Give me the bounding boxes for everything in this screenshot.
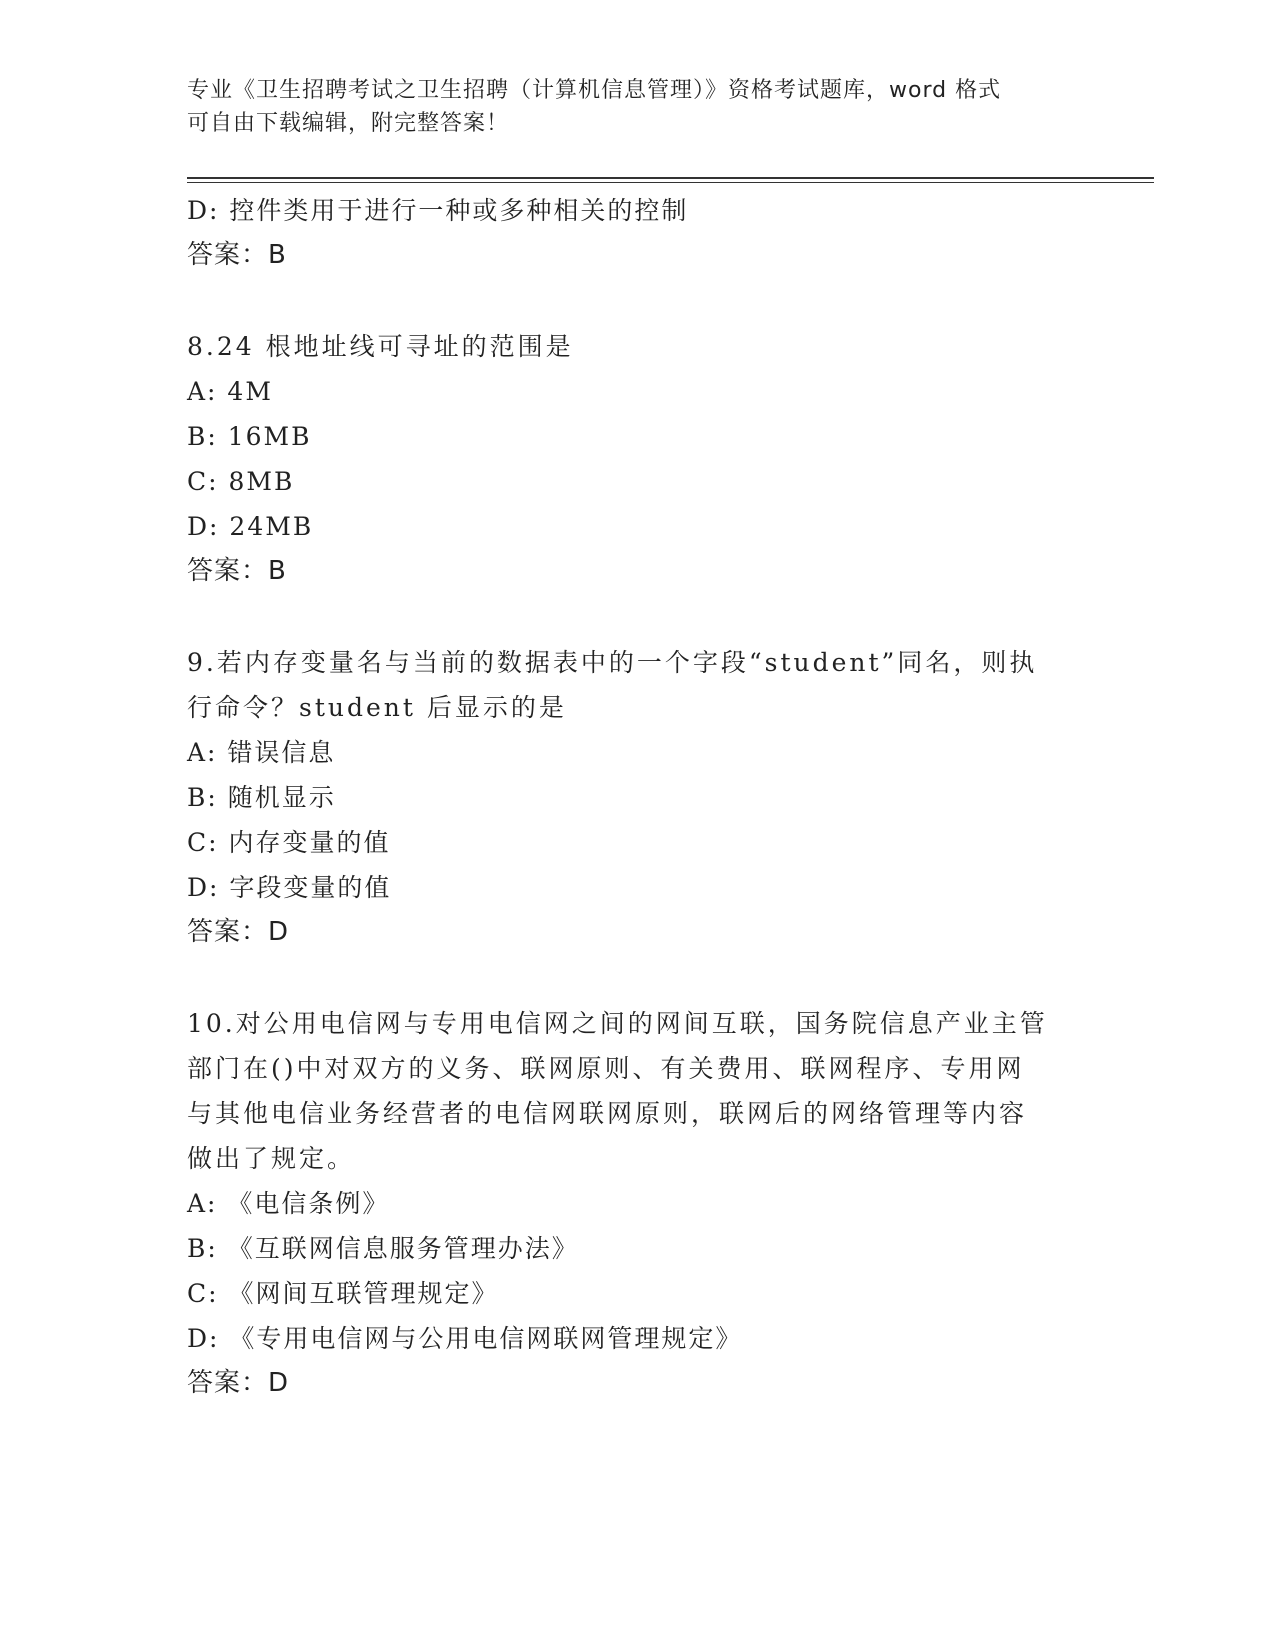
question-text [187, 1001, 1087, 1181]
question-10 [187, 1001, 1087, 1406]
option-b: B: 《互联网信息服务管理办法》 [187, 1234, 579, 1263]
header-line-1: 专业《卫生招聘考试之卫生招聘（计算机信息管理）》资格考试题库，word 格式 [187, 78, 1002, 103]
question-line: 与其他电信业务经营者的电信网联网原则，联网后的网络管理等内容 [187, 1099, 1028, 1128]
question-line: 10.对公用电信网与专用电信网之间的网间互联，国务院信息产业主管 [187, 1009, 1048, 1038]
option-a: A: 4M [187, 377, 273, 406]
question-line: 9.若内存变量名与当前的数据表中的一个字段“student”同名，则执 [187, 648, 1038, 677]
question-line: 行命令？student 后显示的是 [187, 693, 567, 722]
question-line: 8.24 根地址线可寻址的范围是 [187, 332, 574, 361]
question-9 [187, 640, 1087, 955]
answer-line: 答案：D [187, 1368, 290, 1398]
option-c: C: 8MB [187, 467, 295, 496]
spacer [187, 955, 1087, 1001]
document-body [187, 188, 1087, 1406]
header-divider-bottom [187, 182, 1154, 183]
question-line: 部门在()中对双方的义务、联网原则、有关费用、联网程序、专用网 [187, 1054, 1025, 1083]
question-8 [187, 324, 1087, 594]
option-b: B: 随机显示 [187, 783, 336, 812]
option-d: D: 24MB [187, 512, 314, 541]
document-header [187, 74, 1087, 140]
question-text [187, 640, 1087, 730]
option-d: D: 控件类用于进行一种或多种相关的控制 [187, 196, 689, 225]
option-d: D: 字段变量的值 [187, 873, 392, 902]
question-line: 做出了规定。 [187, 1144, 356, 1173]
option-b: B: 16MB [187, 422, 312, 451]
answer-line: 答案：B [187, 556, 287, 586]
option-c: C: 内存变量的值 [187, 828, 391, 857]
answer-line: 答案：B [187, 240, 287, 270]
header-line-2: 可自由下载编辑，附完整答案！ [187, 111, 510, 136]
option-a: A: 《电信条例》 [187, 1189, 390, 1218]
option-a: A: 错误信息 [187, 738, 336, 767]
answer-line: 答案：D [187, 917, 290, 947]
spacer [187, 278, 1087, 324]
question-text [187, 324, 1087, 369]
previous-question-tail [187, 188, 1087, 278]
option-c: C: 《网间互联管理规定》 [187, 1279, 499, 1308]
option-d: D: 《专用电信网与公用电信网联网管理规定》 [187, 1324, 743, 1353]
header-divider-top [187, 177, 1154, 179]
spacer [187, 594, 1087, 640]
